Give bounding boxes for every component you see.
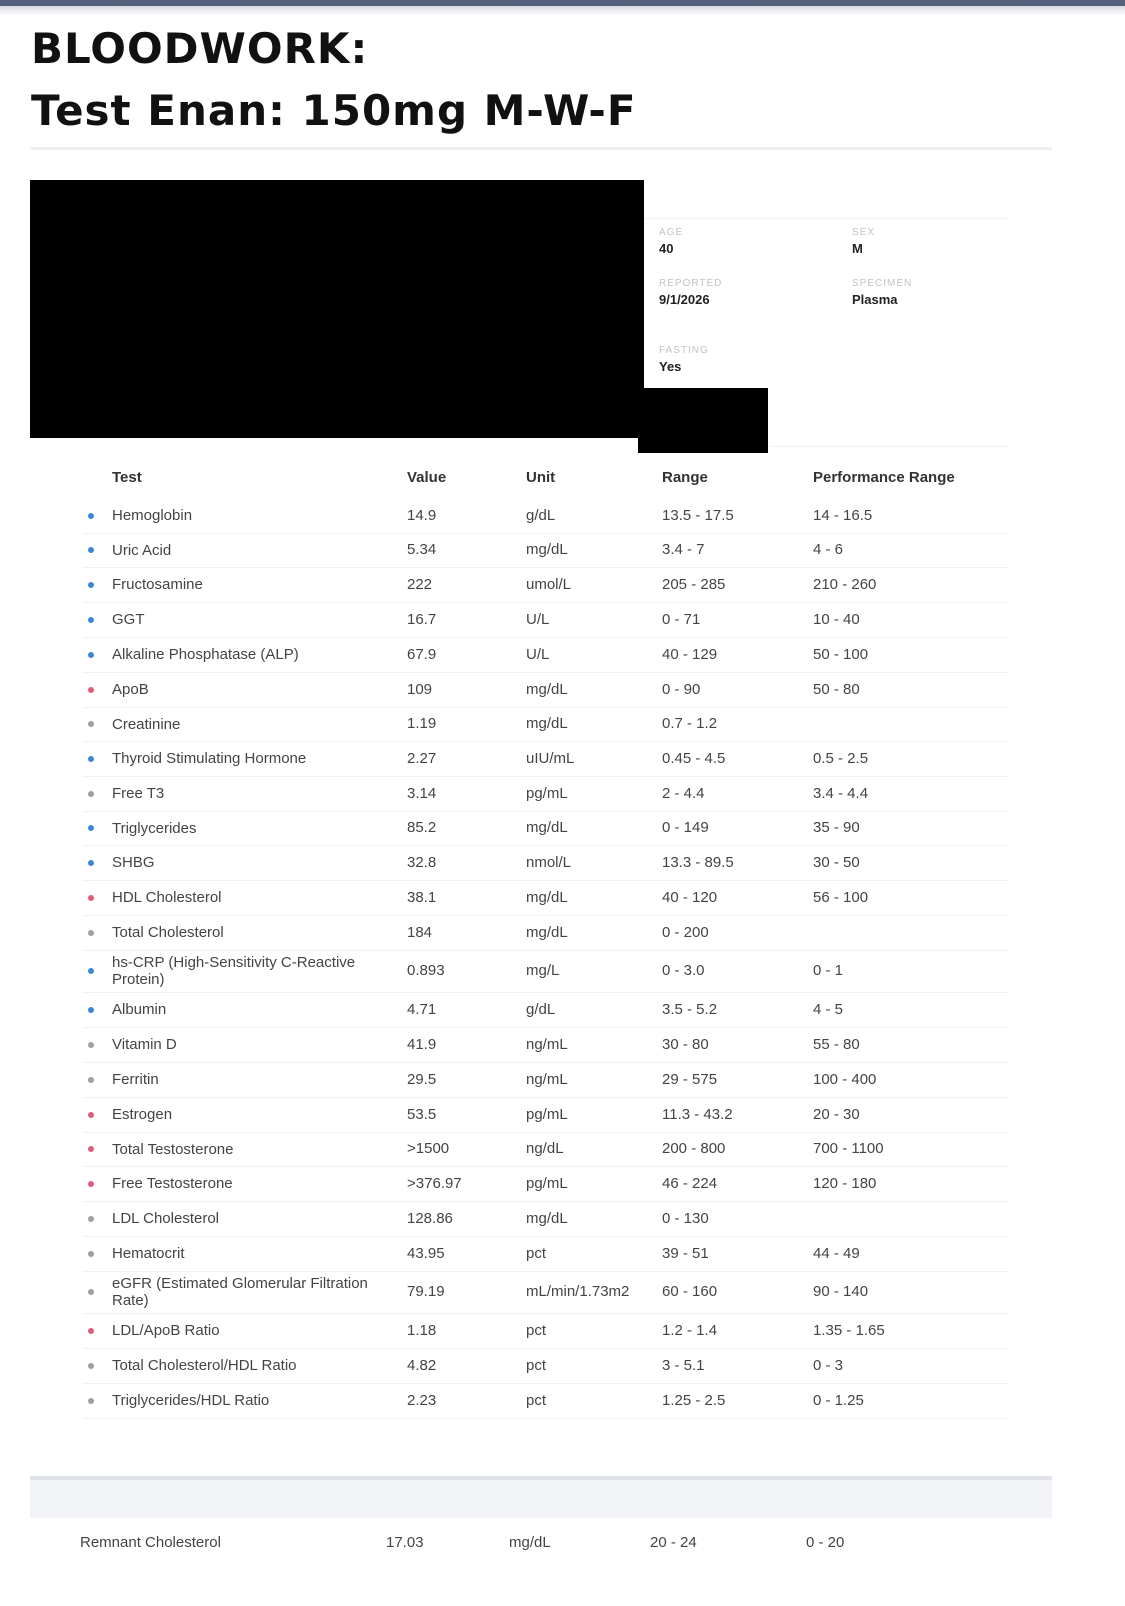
redaction-block-small	[638, 388, 768, 453]
table-row	[83, 1132, 1008, 1167]
table-row	[83, 1236, 1008, 1272]
table-row	[83, 741, 1008, 777]
test-name: Triglycerides/HDL Ratio	[112, 1392, 270, 1409]
test-unit: nmol/L	[526, 853, 572, 871]
test-value: 5.34	[407, 541, 437, 558]
status-dot-icon	[88, 1216, 94, 1222]
test-range: 1.2 - 1.4	[662, 1321, 718, 1339]
col-header-value: Value	[407, 469, 447, 486]
test-name: hs-CRP (High-Sensitivity C-Reactive Protein)	[112, 954, 356, 988]
test-range: 60 - 160	[662, 1283, 718, 1300]
test-value: 2.23	[407, 1391, 437, 1409]
test-unit: U/L	[526, 645, 550, 663]
test-value: 4.71	[407, 1000, 437, 1018]
test-unit: mg/dL	[526, 888, 568, 906]
meta-divider	[644, 218, 1008, 219]
meta-reported-value: 9/1/2026	[659, 292, 710, 307]
test-value: 85.2	[407, 819, 437, 836]
test-unit: mg/dL	[526, 715, 568, 732]
test-name: LDL Cholesterol	[112, 1210, 219, 1227]
status-dot-icon	[88, 825, 94, 831]
test-value: 32.8	[407, 853, 437, 871]
test-unit: ng/mL	[526, 1070, 568, 1088]
top-bar-shadow	[0, 6, 1125, 16]
test-unit: umol/L	[526, 575, 572, 593]
status-dot-icon	[88, 721, 94, 727]
test-value: 79.19	[407, 1283, 445, 1300]
test-range: 46 - 224	[662, 1174, 718, 1192]
table-row	[83, 880, 1008, 916]
test-perf: 4 - 5	[813, 1000, 844, 1018]
test-unit: mg/dL	[526, 680, 568, 698]
meta-sex	[852, 227, 875, 256]
bottom-band	[30, 1476, 1052, 1518]
test-value: 41.9	[407, 1035, 437, 1053]
test-unit: mg/dL	[526, 541, 568, 558]
table-row	[83, 1348, 1008, 1384]
table-row	[83, 1271, 1008, 1314]
test-unit: ng/dL	[526, 1140, 564, 1157]
meta-reported	[659, 278, 722, 307]
meta-fasting-label: FASTING	[659, 345, 709, 356]
test-range: 2 - 4.4	[662, 784, 705, 802]
page-title-line1: BLOODWORK:	[31, 24, 369, 73]
remnant-range: 20 - 24	[650, 1534, 697, 1551]
test-unit: pct	[526, 1356, 547, 1374]
test-perf: 20 - 30	[813, 1105, 860, 1123]
meta-fasting-value: Yes	[659, 359, 682, 374]
test-unit: mL/min/1.73m2	[526, 1283, 630, 1300]
test-value: 2.27	[407, 749, 437, 767]
meta-specimen-label: SPECIMEN	[852, 278, 913, 289]
test-name: Albumin	[112, 1001, 167, 1018]
redaction-block	[30, 180, 644, 438]
table-row	[83, 811, 1008, 846]
test-name: Thyroid Stimulating Hormone	[112, 750, 307, 767]
test-unit: mg/dL	[526, 819, 568, 836]
test-range: 0 - 90	[662, 680, 701, 698]
test-range: 205 - 285	[662, 575, 726, 593]
table-row	[83, 567, 1008, 603]
test-unit: U/L	[526, 610, 550, 628]
test-range: 39 - 51	[662, 1244, 709, 1262]
test-value: 184	[407, 923, 433, 941]
table-row	[83, 950, 1008, 993]
test-perf: 210 - 260	[813, 575, 877, 593]
table-row	[83, 533, 1008, 568]
test-perf: 0 - 1.25	[813, 1391, 864, 1409]
test-value: 38.1	[407, 888, 437, 906]
table-row	[83, 992, 1008, 1028]
test-value: 29.5	[407, 1070, 437, 1088]
remnant-test: Remnant Cholesterol	[80, 1534, 221, 1551]
test-name: Estrogen	[112, 1106, 173, 1123]
table-row	[83, 1097, 1008, 1133]
test-unit: ng/mL	[526, 1035, 568, 1053]
col-header-test: Test	[112, 469, 142, 486]
test-name: Triglycerides	[112, 819, 197, 837]
test-perf: 10 - 40	[813, 610, 860, 628]
test-perf: 3.4 - 4.4	[813, 784, 869, 802]
test-range: 3 - 5.1	[662, 1356, 705, 1374]
status-dot-icon	[88, 930, 94, 936]
test-perf: 30 - 50	[813, 853, 860, 871]
table-row	[83, 672, 1008, 708]
page-title-line2: Test Enan: 150mg M-W-F	[31, 86, 637, 135]
test-name: Creatinine	[112, 715, 181, 733]
status-dot-icon	[88, 791, 94, 797]
status-dot-icon	[88, 756, 94, 762]
test-range: 1.25 - 2.5	[662, 1391, 726, 1409]
test-name: eGFR (Estimated Glomerular Filtration Rate)	[112, 1275, 368, 1309]
status-dot-icon	[88, 1007, 94, 1013]
test-value: 3.14	[407, 784, 437, 802]
test-perf: 56 - 100	[813, 888, 869, 906]
test-range: 13.3 - 89.5	[662, 853, 734, 871]
table-row	[83, 915, 1008, 951]
test-perf: 120 - 180	[813, 1174, 877, 1192]
test-value: 109	[407, 680, 433, 698]
status-dot-icon	[88, 547, 94, 553]
test-name: SHBG	[112, 854, 155, 871]
test-range: 3.5 - 5.2	[662, 1000, 718, 1018]
remnant-value: 17.03	[386, 1534, 424, 1551]
test-range: 13.5 - 17.5	[662, 506, 734, 524]
test-perf: 35 - 90	[813, 819, 860, 836]
table-row	[83, 637, 1008, 673]
test-value: 16.7	[407, 610, 437, 628]
test-unit: pg/mL	[526, 1105, 568, 1123]
test-name: HDL Cholesterol	[112, 889, 222, 906]
test-name: Uric Acid	[112, 541, 172, 559]
table-row	[83, 1313, 1008, 1349]
test-name: ApoB	[112, 681, 149, 698]
test-range: 40 - 129	[662, 645, 718, 663]
test-range: 0.7 - 1.2	[662, 715, 718, 732]
test-unit: pg/mL	[526, 784, 568, 802]
status-dot-icon	[88, 1181, 94, 1187]
test-unit: mg/dL	[526, 923, 568, 941]
test-value: 14.9	[407, 506, 437, 524]
meta-age	[659, 227, 683, 256]
table-row	[83, 602, 1008, 638]
status-dot-icon	[88, 1112, 94, 1118]
test-value: 128.86	[407, 1209, 453, 1227]
test-name: Total Testosterone	[112, 1140, 234, 1158]
status-dot-icon	[88, 1146, 94, 1152]
meta-reported-label: REPORTED	[659, 278, 723, 289]
test-name: Alkaline Phosphatase (ALP)	[112, 646, 299, 663]
test-unit: pct	[526, 1391, 547, 1409]
test-value: >1500	[407, 1140, 450, 1157]
test-perf: 0 - 3	[813, 1356, 844, 1374]
meta-bottom-divider	[770, 446, 1008, 447]
test-range: 0 - 3.0	[662, 962, 705, 979]
table-row	[83, 845, 1008, 881]
test-unit: mg/dL	[526, 1209, 568, 1227]
status-dot-icon	[88, 687, 94, 693]
test-unit: pg/mL	[526, 1174, 568, 1192]
meta-sex-label: SEX	[852, 227, 876, 238]
status-dot-icon	[88, 968, 94, 974]
status-dot-icon	[88, 582, 94, 588]
test-range: 0.45 - 4.5	[662, 749, 726, 767]
meta-sex-value: M	[852, 241, 863, 256]
test-name: Total Cholesterol/HDL Ratio	[112, 1357, 297, 1374]
test-name: Hemoglobin	[112, 507, 193, 524]
test-value: 1.19	[407, 715, 437, 732]
test-name: Total Cholesterol	[112, 924, 224, 941]
status-dot-icon	[88, 1398, 94, 1404]
test-range: 0 - 149	[662, 819, 709, 836]
status-dot-icon	[88, 1328, 94, 1334]
test-perf: 0 - 1	[813, 962, 844, 979]
test-perf: 50 - 100	[813, 645, 869, 663]
test-value: 1.18	[407, 1321, 437, 1339]
test-range: 11.3 - 43.2	[662, 1105, 733, 1123]
test-unit: pct	[526, 1244, 547, 1262]
status-dot-icon	[88, 652, 94, 658]
test-unit: mg/L	[526, 962, 560, 979]
table-row	[83, 1201, 1008, 1237]
test-range: 0 - 71	[662, 610, 701, 628]
meta-specimen	[852, 278, 912, 307]
test-perf: 14 - 16.5	[813, 506, 873, 524]
test-range: 30 - 80	[662, 1035, 709, 1053]
test-perf: 44 - 49	[813, 1244, 860, 1262]
test-perf: 0.5 - 2.5	[813, 749, 869, 767]
test-perf: 55 - 80	[813, 1035, 860, 1053]
status-dot-icon	[88, 617, 94, 623]
table-row	[83, 707, 1008, 742]
test-name: Free Testosterone	[112, 1175, 233, 1192]
title-separator	[30, 147, 1052, 150]
test-name: Hematocrit	[112, 1245, 185, 1262]
test-range: 0 - 200	[662, 923, 709, 941]
table-row	[83, 1383, 1008, 1419]
status-dot-icon	[88, 1077, 94, 1083]
test-range: 0 - 130	[662, 1209, 709, 1227]
test-unit: g/dL	[526, 1000, 556, 1018]
meta-specimen-value: Plasma	[852, 292, 898, 307]
status-dot-icon	[88, 895, 94, 901]
status-dot-icon	[88, 1251, 94, 1257]
table-row	[83, 776, 1008, 812]
table-row	[83, 1062, 1008, 1098]
test-value: >376.97	[407, 1174, 462, 1192]
table-row	[83, 498, 1008, 534]
test-unit: pct	[526, 1321, 547, 1339]
test-name: GGT	[112, 611, 145, 628]
test-unit: uIU/mL	[526, 749, 575, 767]
col-header-unit: Unit	[526, 469, 556, 486]
test-value: 43.95	[407, 1244, 445, 1262]
test-range: 3.4 - 7	[662, 541, 705, 558]
meta-age-label: AGE	[659, 227, 684, 238]
col-header-range: Range	[662, 469, 708, 486]
test-perf: 90 - 140	[813, 1283, 869, 1300]
status-dot-icon	[88, 1363, 94, 1369]
test-perf: 4 - 6	[813, 541, 844, 558]
test-perf: 1.35 - 1.65	[813, 1321, 885, 1339]
test-name: Vitamin D	[112, 1036, 177, 1053]
test-name: Free T3	[112, 785, 165, 802]
test-name: Fructosamine	[112, 576, 203, 593]
test-name: Ferritin	[112, 1071, 159, 1088]
status-dot-icon	[88, 1289, 94, 1295]
test-range: 40 - 120	[662, 888, 718, 906]
test-value: 67.9	[407, 645, 437, 663]
test-value: 4.82	[407, 1356, 437, 1374]
test-range: 29 - 575	[662, 1070, 718, 1088]
remnant-perf: 0 - 20	[806, 1534, 845, 1551]
table-row	[83, 1027, 1008, 1063]
status-dot-icon	[88, 860, 94, 866]
test-range: 200 - 800	[662, 1140, 726, 1157]
test-perf: 100 - 400	[813, 1070, 877, 1088]
test-value: 222	[407, 575, 433, 593]
test-value: 0.893	[407, 962, 445, 979]
meta-fasting	[659, 345, 709, 374]
col-header-performance-range: Performance Range	[813, 469, 955, 486]
test-value: 53.5	[407, 1105, 437, 1123]
meta-age-value: 40	[659, 241, 674, 256]
status-dot-icon	[88, 513, 94, 519]
status-dot-icon	[88, 1042, 94, 1048]
test-perf: 700 - 1100	[813, 1140, 884, 1157]
remnant-unit: mg/dL	[509, 1534, 551, 1551]
test-name: LDL/ApoB Ratio	[112, 1322, 220, 1339]
test-unit: g/dL	[526, 506, 556, 524]
test-perf: 50 - 80	[813, 680, 860, 698]
table-row	[83, 1166, 1008, 1202]
